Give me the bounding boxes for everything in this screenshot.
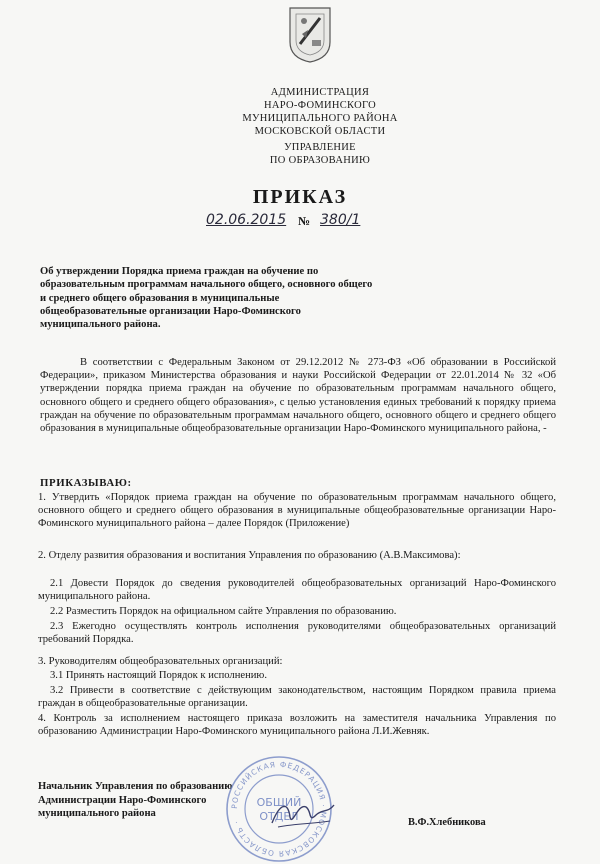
order-item-3-2: 3.2 Привести в соответствие с действующим законодательством, настоящим Порядком правила приема граждан в общеобразовательные организации. [38,685,556,710]
stamp-ring-text: РОССИЙСКАЯ ФЕДЕРАЦИЯ · МОСКОВСКАЯ ОБЛАСТЬ · [229,759,329,859]
stamp-center-line-1: ОБЩИЙ [256,796,302,809]
admin-line-3: МУНИЦИПАЛЬНОГО РАЙОНА [242,113,398,124]
document-title: ПРИКАЗ [252,186,348,208]
order-date-number-line [200,212,400,234]
order-item-1: 1. Утвердить «Порядок приема граждан на обучение по образовательным программам начального общего, основного общего и среднего общего образования в муниципальные общеобразовательные организации Наро-Фоминского муниципального района – далее Порядок (Приложение) [38,492,556,530]
department-line-2: ПО ОБРАЗОВАНИЮ [269,155,371,166]
stamp-center-line-2: ОТДЕЛ [259,810,299,823]
coat-of-arms-emblem [286,4,334,64]
number-sign: № [298,214,311,228]
handwritten-signature [268,793,338,833]
department-line-1: УПРАВЛЕНИЕ [284,142,356,153]
admin-line-1: АДМИНИСТРАЦИЯ [270,87,370,98]
order-item-2-2: 2.2 Разместить Порядок на официальном сайте Управления по образованию. [50,606,397,617]
order-item-3-1: 3.1 Принять настоящий Порядок к исполнению. [50,670,267,681]
order-item-4: 4. Контроль за исполнением настоящего приказа возложить на заместителя начальника Управления по образованию Администрации Наро-Фоминского муниципального района Л.И.Жевняк. [38,713,556,738]
order-number: 380/1 [320,212,361,228]
signatory-name: В.Ф.Хлебникова [408,817,486,828]
position-line-2: Администрации Наро-Фоминского [38,794,207,806]
position-line-1: Начальник Управления по образованию [38,781,233,792]
order-item-2: 2. Отделу развития образования и воспитания Управления по образованию (А.В.Максимова): [38,550,461,561]
order-date: 02.06.2015 [206,212,287,228]
preamble-paragraph: В соответствии с Федеральным Законом от 29.12.2012 № 273-ФЗ «Об образовании в Российской Федерации», приказом Министерства образования и науки Российской Федерации от 22.01.2014 № 32 «Об утверждении порядка приема граждан на обучение по образовательным программам начального общего, основного общего и среднего общего образования», с целью установления единых требований к порядку приема граждан на обучение по образовательным программам начального общего, основного общего и среднего общего образования в муниципальные общеобразовательные организации Наро-Фоминского муниципального района, - [40,357,556,435]
admin-line-2: НАРО-ФОМИНСКОГО [264,100,376,111]
orders-heading: ПРИКАЗЫВАЮ: [40,477,132,489]
order-item-3: 3. Руководителям общеобразовательных организаций: [38,656,283,667]
department-header [160,141,480,167]
order-item-2-1: 2.1 Довести Порядок до сведения руководителей общеобразовательных организаций Наро-Фоминского муниципального района. [38,578,556,603]
administration-header [160,86,480,138]
order-subject: Об утверждении Порядка приема граждан на обучение по образовательным программам начального общего, основного общего и среднего общего образования в муниципальные общеобразовательные организации Наро-Фоминского муниципального района. [40,266,373,331]
position-line-3: муниципального района [38,808,156,819]
order-item-2-3: 2.3 Ежегодно осуществлять контроль исполнения руководителями общеобразовательных организаций требований Порядка. [38,621,556,646]
admin-line-4: МОСКОВСКОЙ ОБЛАСТИ [254,126,386,137]
